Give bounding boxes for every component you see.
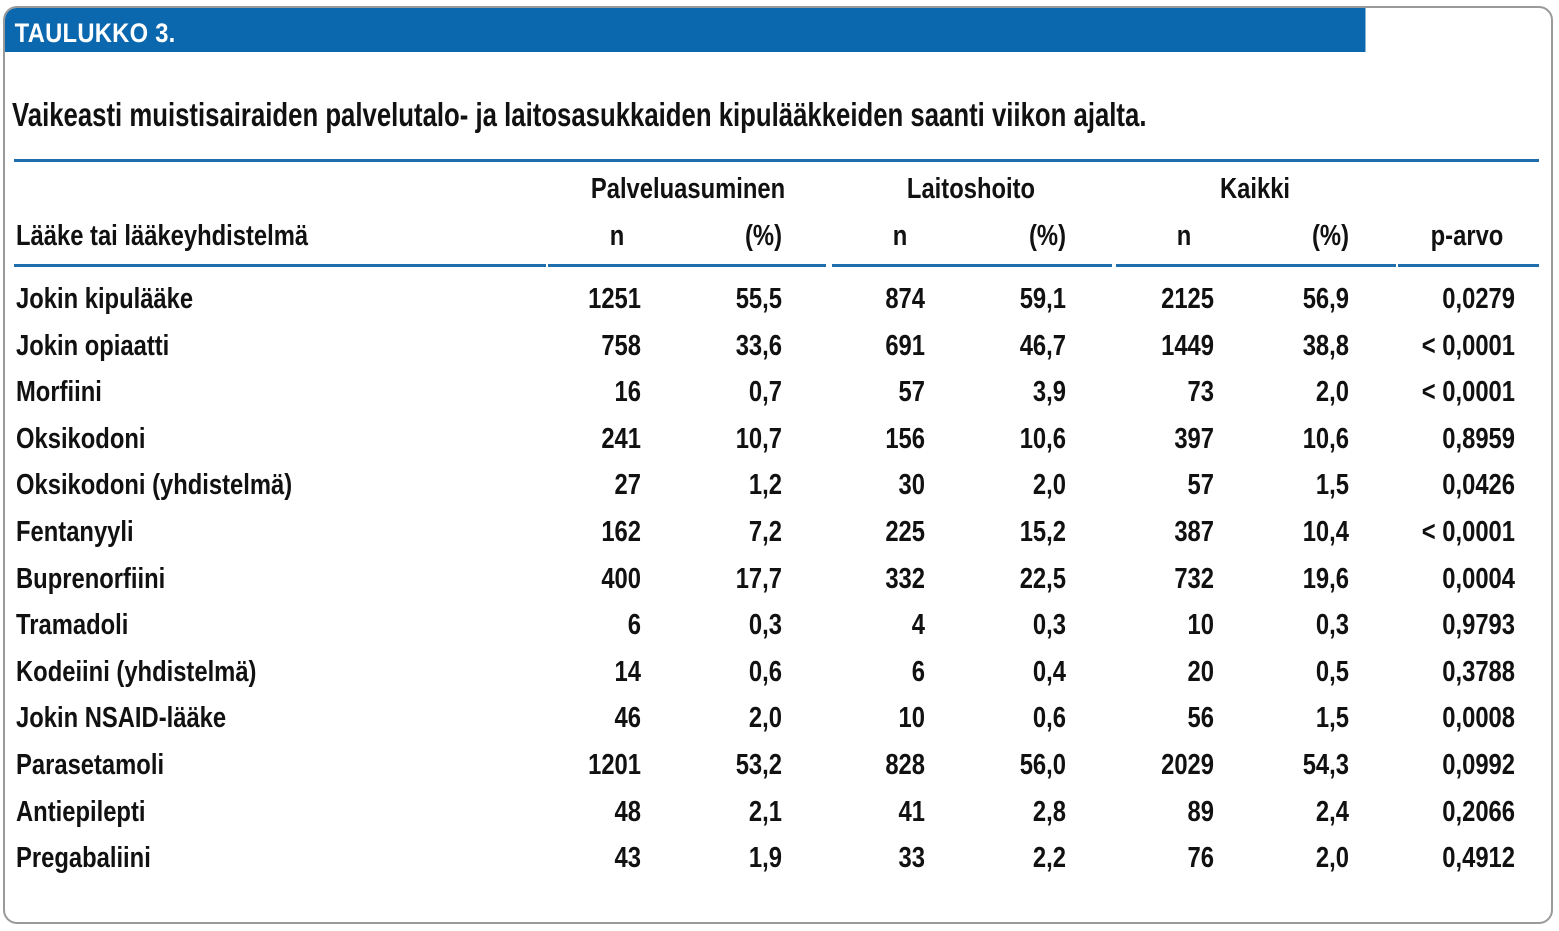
header-rule xyxy=(1398,264,1539,267)
table-cell: 1,9 xyxy=(748,842,782,875)
table-label-bar xyxy=(5,8,1365,52)
table-cell: 2,0 xyxy=(1315,842,1349,875)
table-cell: 1201 xyxy=(588,749,641,781)
column-header: p-arvo xyxy=(1430,220,1504,252)
table-cell: 2,8 xyxy=(1032,795,1066,828)
header-rule xyxy=(14,264,546,267)
column-header: (%) xyxy=(745,220,782,252)
table-cell: 874 xyxy=(885,283,925,315)
column-header: n xyxy=(609,220,625,252)
table-cell: 30 xyxy=(898,469,925,502)
table-cell: 6 xyxy=(911,655,925,688)
table-cell: 3,9 xyxy=(1032,376,1066,409)
column-header: n xyxy=(892,220,908,252)
table-cell: 2,0 xyxy=(1315,376,1349,409)
table-cell: 56 xyxy=(1187,702,1214,735)
table-cell: 732 xyxy=(1174,562,1214,595)
table-cell: 828 xyxy=(885,749,925,781)
table-cell: 0,3 xyxy=(1032,609,1066,642)
table-cell: 0,0426 xyxy=(1442,469,1515,502)
table-cell: 38,8 xyxy=(1302,329,1349,362)
table-cell: 758 xyxy=(601,329,641,362)
table-cell: 1,2 xyxy=(748,469,782,502)
table-cell: 0,0008 xyxy=(1442,702,1515,735)
table-cell: 55,5 xyxy=(735,283,782,315)
table-label: TAULUKKO 3. xyxy=(14,18,176,48)
table-cell: 10,6 xyxy=(1302,422,1349,455)
table-cell: 16 xyxy=(614,376,641,409)
table-cell: 162 xyxy=(601,516,641,548)
table-cell: 33,6 xyxy=(735,329,782,362)
table-cell: 33 xyxy=(898,842,925,875)
table-cell: 15,2 xyxy=(1019,516,1066,548)
column-header: (%) xyxy=(1312,220,1349,252)
table-cell: 0,2066 xyxy=(1442,795,1515,828)
table-cell: 2,0 xyxy=(1032,469,1066,502)
table-cell: 0,3 xyxy=(748,609,782,642)
row-label: Jokin opiaatti xyxy=(16,329,170,362)
row-label: Kodeiini (yhdistelmä) xyxy=(16,655,257,688)
table-cell: 22,5 xyxy=(1019,562,1066,595)
table-cell: 2125 xyxy=(1161,283,1214,315)
header-rule xyxy=(1116,264,1396,267)
table-cell: 27 xyxy=(614,469,641,502)
row-label: Antiepilepti xyxy=(16,795,146,828)
table-cell: 1449 xyxy=(1161,329,1214,362)
row-label: Parasetamoli xyxy=(16,749,165,781)
table-cell: 0,7 xyxy=(748,376,782,409)
column-header-drug: Lääke tai lääkeyhdistelmä xyxy=(16,220,309,252)
header-rule xyxy=(548,264,826,267)
table-cell: 0,6 xyxy=(1032,702,1066,735)
table-cell: 0,0279 xyxy=(1442,283,1515,315)
table-cell: 56,9 xyxy=(1302,283,1349,315)
table-cell: 59,1 xyxy=(1019,283,1066,315)
table-cell: 0,0992 xyxy=(1442,749,1515,781)
table-cell: 10 xyxy=(898,702,925,735)
table-cell: 0,4912 xyxy=(1442,842,1515,875)
table-cell: < 0,0001 xyxy=(1421,376,1515,409)
table-cell: 1,5 xyxy=(1315,702,1349,735)
table-cell: 2,0 xyxy=(748,702,782,735)
table-cell: 0,4 xyxy=(1032,655,1066,688)
table-cell: 56,0 xyxy=(1019,749,1066,781)
table-cell: 89 xyxy=(1187,795,1214,828)
table-cell: < 0,0001 xyxy=(1421,516,1515,548)
table-cell: 48 xyxy=(614,795,641,828)
table-cell: 19,6 xyxy=(1302,562,1349,595)
group-header: Kaikki xyxy=(1219,173,1291,205)
table-cell: 0,6 xyxy=(748,655,782,688)
table-cell: 397 xyxy=(1174,422,1214,455)
table-cell: 10,7 xyxy=(735,422,782,455)
table-card xyxy=(3,6,1553,924)
table-cell: 400 xyxy=(601,562,641,595)
row-label: Jokin NSAID-lääke xyxy=(16,702,227,735)
table-cell: 10,4 xyxy=(1302,516,1349,548)
table-cell: 0,8959 xyxy=(1442,422,1515,455)
table-cell: 0,5 xyxy=(1315,655,1349,688)
table-cell: 2,2 xyxy=(1032,842,1066,875)
table-cell: 0,9793 xyxy=(1442,609,1515,642)
table-cell: 54,3 xyxy=(1302,749,1349,781)
row-label: Fentanyyli xyxy=(16,516,134,548)
table-cell: 1251 xyxy=(588,283,641,315)
table-cell: 46 xyxy=(614,702,641,735)
table-cell: 43 xyxy=(614,842,641,875)
table-cell: 10,6 xyxy=(1019,422,1066,455)
group-header: Palveluasuminen xyxy=(590,173,786,205)
table-cell: 332 xyxy=(885,562,925,595)
table-cell: 2029 xyxy=(1161,749,1214,781)
row-label: Oksikodoni (yhdistelmä) xyxy=(16,469,293,502)
table-cell: 0,3788 xyxy=(1442,655,1515,688)
table-cell: 7,2 xyxy=(748,516,782,548)
table-cell: 57 xyxy=(1187,469,1214,502)
row-label: Jokin kipulääke xyxy=(16,283,194,315)
table-cell: 0,0004 xyxy=(1442,562,1515,595)
table-cell: 10 xyxy=(1187,609,1214,642)
table-cell: 156 xyxy=(885,422,925,455)
table-cell: 46,7 xyxy=(1019,329,1066,362)
row-label: Tramadoli xyxy=(16,609,129,642)
top-rule xyxy=(14,159,1539,162)
table-cell: 225 xyxy=(885,516,925,548)
column-header: (%) xyxy=(1029,220,1066,252)
table-cell: 76 xyxy=(1187,842,1214,875)
table-cell: 4 xyxy=(911,609,925,642)
table-cell: 73 xyxy=(1187,376,1214,409)
table-cell: 57 xyxy=(898,376,925,409)
row-label: Oksikodoni xyxy=(16,422,146,455)
table-cell: 6 xyxy=(627,609,641,642)
column-header: n xyxy=(1176,220,1192,252)
table-cell: 0,3 xyxy=(1315,609,1349,642)
table-cell: 2,1 xyxy=(748,795,782,828)
table-cell: 14 xyxy=(614,655,641,688)
group-header: Laitoshoito xyxy=(906,173,1036,205)
table-cell: 387 xyxy=(1174,516,1214,548)
table-cell: 241 xyxy=(601,422,641,455)
row-label: Pregabaliini xyxy=(16,842,151,875)
header-rule xyxy=(832,264,1112,267)
table-title: Vaikeasti muistisairaiden palvelutalo- ja laitosasukkaiden kipulääkkeiden saanti viikon ajalta. xyxy=(12,96,1147,133)
table-cell: 41 xyxy=(898,795,925,828)
table-cell: 1,5 xyxy=(1315,469,1349,502)
row-label: Morfiini xyxy=(16,376,102,409)
table-cell: 2,4 xyxy=(1315,795,1349,828)
table-cell: 53,2 xyxy=(735,749,782,781)
table-cell: 20 xyxy=(1187,655,1214,688)
table-cell: 691 xyxy=(885,329,925,362)
row-label: Buprenorfiini xyxy=(16,562,166,595)
table-cell: < 0,0001 xyxy=(1421,329,1515,362)
table-cell: 17,7 xyxy=(735,562,782,595)
